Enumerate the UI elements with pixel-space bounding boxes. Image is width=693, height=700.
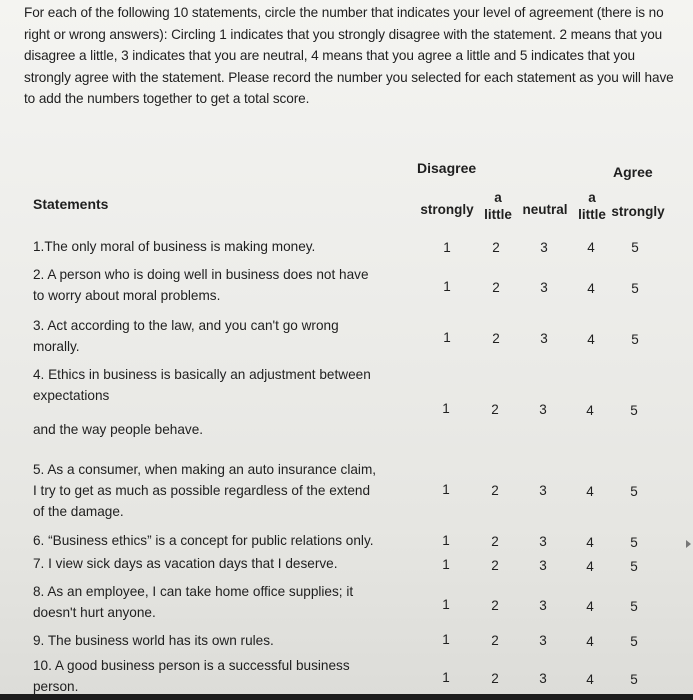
rating-8-1[interactable]: 1 xyxy=(442,597,450,612)
rating-2-2[interactable]: 2 xyxy=(492,280,500,295)
rating-3-3[interactable]: 3 xyxy=(540,331,548,346)
rating-7-1[interactable]: 1 xyxy=(442,557,450,572)
statement-text-3: 3. Act according to the law, and you can't go wrong morally. xyxy=(33,318,339,354)
rating-9-2[interactable]: 2 xyxy=(491,633,499,648)
rating-10-3[interactable]: 3 xyxy=(539,671,547,686)
rating-1-3[interactable]: 3 xyxy=(540,240,548,255)
rating-6-2[interactable]: 2 xyxy=(491,534,499,549)
statement-text-10: 10. A good business person is a successful business person. xyxy=(33,658,350,694)
scale-2-label: a little xyxy=(484,190,512,222)
rating-2-1[interactable]: 1 xyxy=(443,279,451,294)
rating-3-5[interactable]: 5 xyxy=(631,332,639,347)
statement-text-1: 1.The only moral of business is making money. xyxy=(33,239,316,254)
rating-8-3[interactable]: 3 xyxy=(539,598,547,613)
bottom-edge-bar xyxy=(0,694,693,700)
rating-6-1[interactable]: 1 xyxy=(442,533,450,548)
rating-9-1[interactable]: 1 xyxy=(442,632,450,647)
statement-text-4-continued: and the way people behave. xyxy=(33,422,204,437)
rating-8-2[interactable]: 2 xyxy=(491,598,499,613)
statement-text-4: 4. Ethics in business is basically an adjustment between expectations xyxy=(33,367,371,403)
rating-4-1[interactable]: 1 xyxy=(442,401,450,416)
statement-text-2: 2. A person who is doing well in business does not have to worry about moral problems. xyxy=(33,267,369,303)
statement-text-8: 8. As an employee, I can take home office supplies; it doesn't hurt anyone. xyxy=(33,584,354,620)
rating-2-4[interactable]: 4 xyxy=(587,281,595,296)
rating-5-2[interactable]: 2 xyxy=(491,483,499,498)
rating-6-4[interactable]: 4 xyxy=(586,535,594,550)
rating-4-4[interactable]: 4 xyxy=(586,403,594,418)
rating-10-1[interactable]: 1 xyxy=(442,670,450,685)
rating-4-5[interactable]: 5 xyxy=(630,403,638,418)
rating-6-3[interactable]: 3 xyxy=(539,534,547,549)
rating-10-4[interactable]: 4 xyxy=(586,672,594,687)
rating-5-5[interactable]: 5 xyxy=(630,484,638,499)
statements-header: Statements xyxy=(33,196,109,212)
agree-header: Agree xyxy=(613,164,653,180)
disagree-header: Disagree xyxy=(417,160,477,176)
statement-text-9: 9. The business world has its own rules. xyxy=(33,633,274,648)
rating-7-5[interactable]: 5 xyxy=(630,559,638,574)
rating-5-1[interactable]: 1 xyxy=(442,482,450,497)
rating-5-3[interactable]: 3 xyxy=(539,483,547,498)
rating-8-4[interactable]: 4 xyxy=(586,599,594,614)
scale-3-label: neutral xyxy=(522,202,568,217)
rating-2-3[interactable]: 3 xyxy=(540,280,548,295)
rating-10-5[interactable]: 5 xyxy=(630,672,638,687)
rating-9-4[interactable]: 4 xyxy=(586,634,594,649)
rating-10-2[interactable]: 2 xyxy=(491,671,499,686)
rating-1-5[interactable]: 5 xyxy=(631,240,639,255)
scale-1-label: strongly xyxy=(420,202,474,217)
rating-4-3[interactable]: 3 xyxy=(539,402,547,417)
scale-4-label: a little xyxy=(578,190,606,222)
rating-5-4[interactable]: 4 xyxy=(586,484,594,499)
rating-3-1[interactable]: 1 xyxy=(443,330,451,345)
rating-1-1[interactable]: 1 xyxy=(443,240,451,255)
instructions-paragraph: For each of the following 10 statements, circle the number that indicates your level of agreement (there is no right or wrong answers): Circling 1 indicates that you strongly disagree with the statement. 2 means that you disagree a little, 3 indicates that you are neutral, 4 means that you agree a little and 5 indicates that you strongly agree with the statement. Please record the number you selected for each statement as you will have to add the numbers together to get a total score. xyxy=(24,5,674,107)
rating-3-4[interactable]: 4 xyxy=(587,332,595,347)
statement-text-5: 5. As a consumer, when making an auto insurance claim, I try to get as much as possible regardless of the extend of the damage. xyxy=(33,462,377,519)
scale-5-label: strongly xyxy=(611,204,665,219)
statement-text-7: 7. I view sick days as vacation days that I deserve. xyxy=(33,556,338,571)
edge-arrow-icon xyxy=(686,540,691,548)
rating-9-5[interactable]: 5 xyxy=(630,634,638,649)
rating-1-4[interactable]: 4 xyxy=(587,240,595,255)
rating-3-2[interactable]: 2 xyxy=(492,331,500,346)
rating-2-5[interactable]: 5 xyxy=(631,281,639,296)
rating-1-2[interactable]: 2 xyxy=(492,240,500,255)
rating-7-2[interactable]: 2 xyxy=(491,558,499,573)
rating-6-5[interactable]: 5 xyxy=(630,535,638,550)
rating-4-2[interactable]: 2 xyxy=(491,402,499,417)
rating-7-3[interactable]: 3 xyxy=(539,558,547,573)
rating-8-5[interactable]: 5 xyxy=(630,599,638,614)
statement-text-6: 6. “Business ethics” is a concept for public relations only. xyxy=(33,533,374,548)
rating-9-3[interactable]: 3 xyxy=(539,633,547,648)
rating-7-4[interactable]: 4 xyxy=(586,559,594,574)
